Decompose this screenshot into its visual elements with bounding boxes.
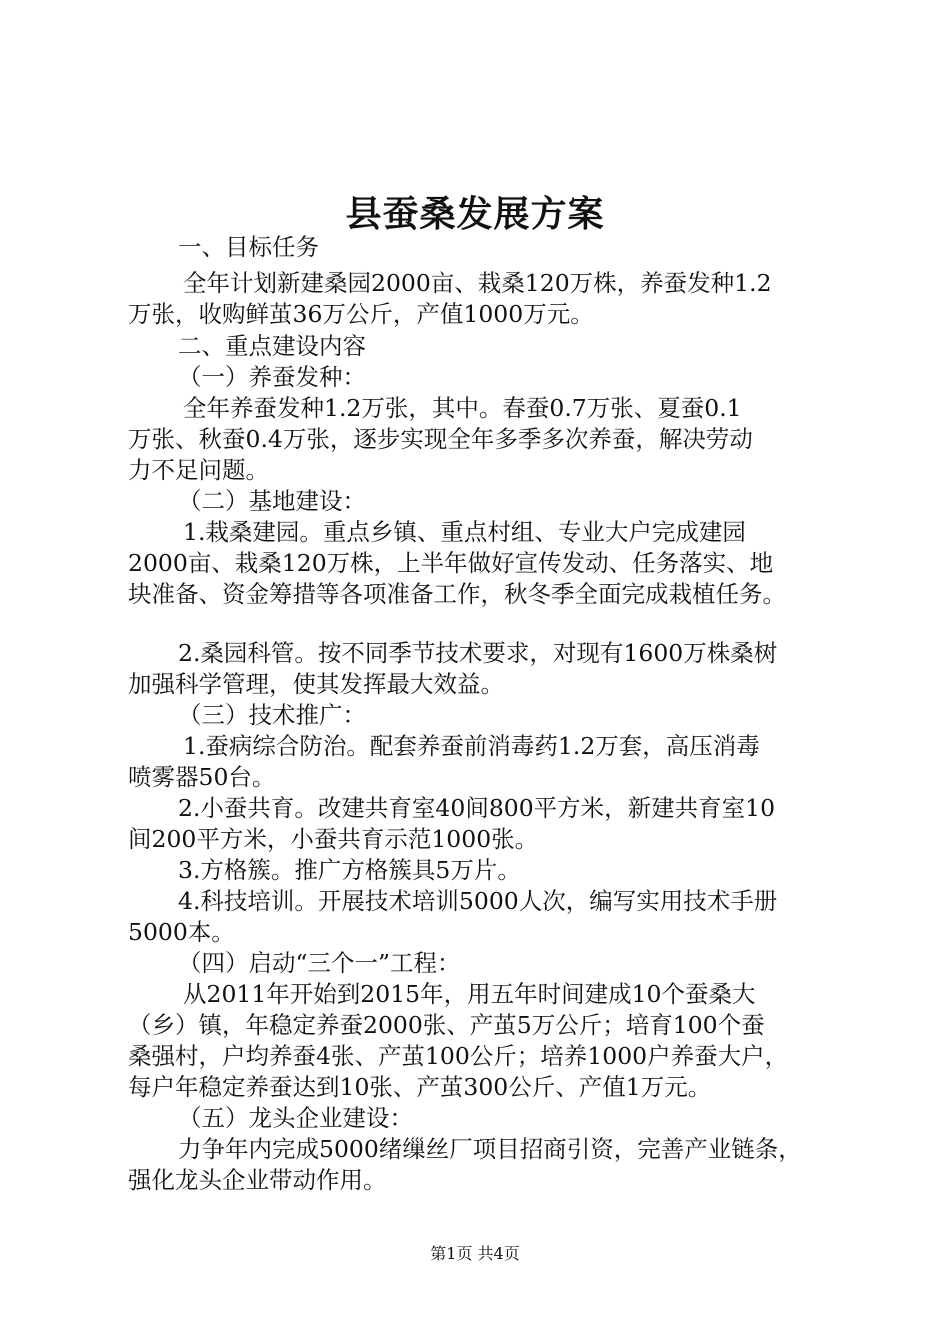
subheading-base: （二）基地建设： xyxy=(178,487,366,515)
heading-objectives: 一、目标任务 xyxy=(178,233,319,261)
paragraph-line: 力争年内完成5000绪缫丝厂项目招商引资，完善产业链条， xyxy=(178,1135,802,1163)
paragraph-line: 4.科技培训。开展技术培训5000人次，编写实用技术手册 xyxy=(178,887,778,915)
heading-key-construction: 二、重点建设内容 xyxy=(178,332,366,360)
paragraph-line: 桑强村，户均养蚕4张、产茧100公斤；培养1000户养蚕大户， xyxy=(128,1042,789,1070)
paragraph-line: 2.小蚕共育。改建共育室40间800平方米，新建共育室10 xyxy=(178,794,776,822)
subheading-three-one: （四）启动“三个一”工程： xyxy=(178,949,461,977)
paragraph-line: 全年计划新建桑园2000亩、栽桑120万株，养蚕发种1.2 xyxy=(183,269,772,297)
paragraph-line: 每户年稳定养蚕达到10张、产茧300公斤、产值1万元。 xyxy=(128,1073,712,1101)
paragraph-line: （乡）镇，年稳定养蚕2000张、产茧5万公斤；培育100个蚕 xyxy=(128,1011,765,1039)
paragraph-line: 1.蚕病综合防治。配套养蚕前消毒药1.2万套，高压消毒 xyxy=(183,732,760,760)
paragraph-line: 间200平方米，小蚕共育示范1000张。 xyxy=(128,825,539,853)
paragraph-line: 喷雾器50台。 xyxy=(128,763,276,791)
subheading-silkworm: （一）养蚕发种： xyxy=(178,363,366,391)
page-footer: 第1页 共4页 xyxy=(430,1244,520,1263)
paragraph-line: 强化龙头企业带动作用。 xyxy=(128,1166,387,1194)
paragraph-line: 5000本。 xyxy=(128,918,235,946)
document-title: 县蚕桑发展方案 xyxy=(345,193,605,235)
paragraph-line: 万张、秋蚕0.4万张，逐步实现全年多季多次养蚕，解决劳动 xyxy=(128,425,753,453)
subheading-tech: （三）技术推广： xyxy=(178,701,366,729)
paragraph-line: 从2011年开始到2015年，用五年时间建成10个蚕桑大 xyxy=(183,980,756,1008)
paragraph-line: 1.栽桑建园。重点乡镇、重点村组、专业大户完成建园 xyxy=(183,518,746,546)
paragraph-line: 3.方格簇。推广方格簇具5万片。 xyxy=(178,856,521,884)
paragraph-line: 力不足问题。 xyxy=(128,456,269,484)
paragraph-line: 万张，收购鲜茧36万公斤，产值1000万元。 xyxy=(128,300,594,328)
paragraph-line: 块准备、资金筹措等各项准备工作，秋冬季全面完成栽植任务。 xyxy=(128,580,786,608)
paragraph-line: 2000亩、栽桑120万株，上半年做好宣传发动、任务落实、地 xyxy=(128,549,774,577)
paragraph-line: 加强科学管理，使其发挥最大效益。 xyxy=(128,670,504,698)
paragraph-line: 全年养蚕发种1.2万张，其中。春蚕0.7万张、夏蚕0.1 xyxy=(183,394,742,422)
paragraph-line: 2.桑园科管。按不同季节技术要求，对现有1600万株桑树 xyxy=(178,639,778,667)
subheading-leading-enterprise: （五）龙头企业建设： xyxy=(178,1104,413,1132)
